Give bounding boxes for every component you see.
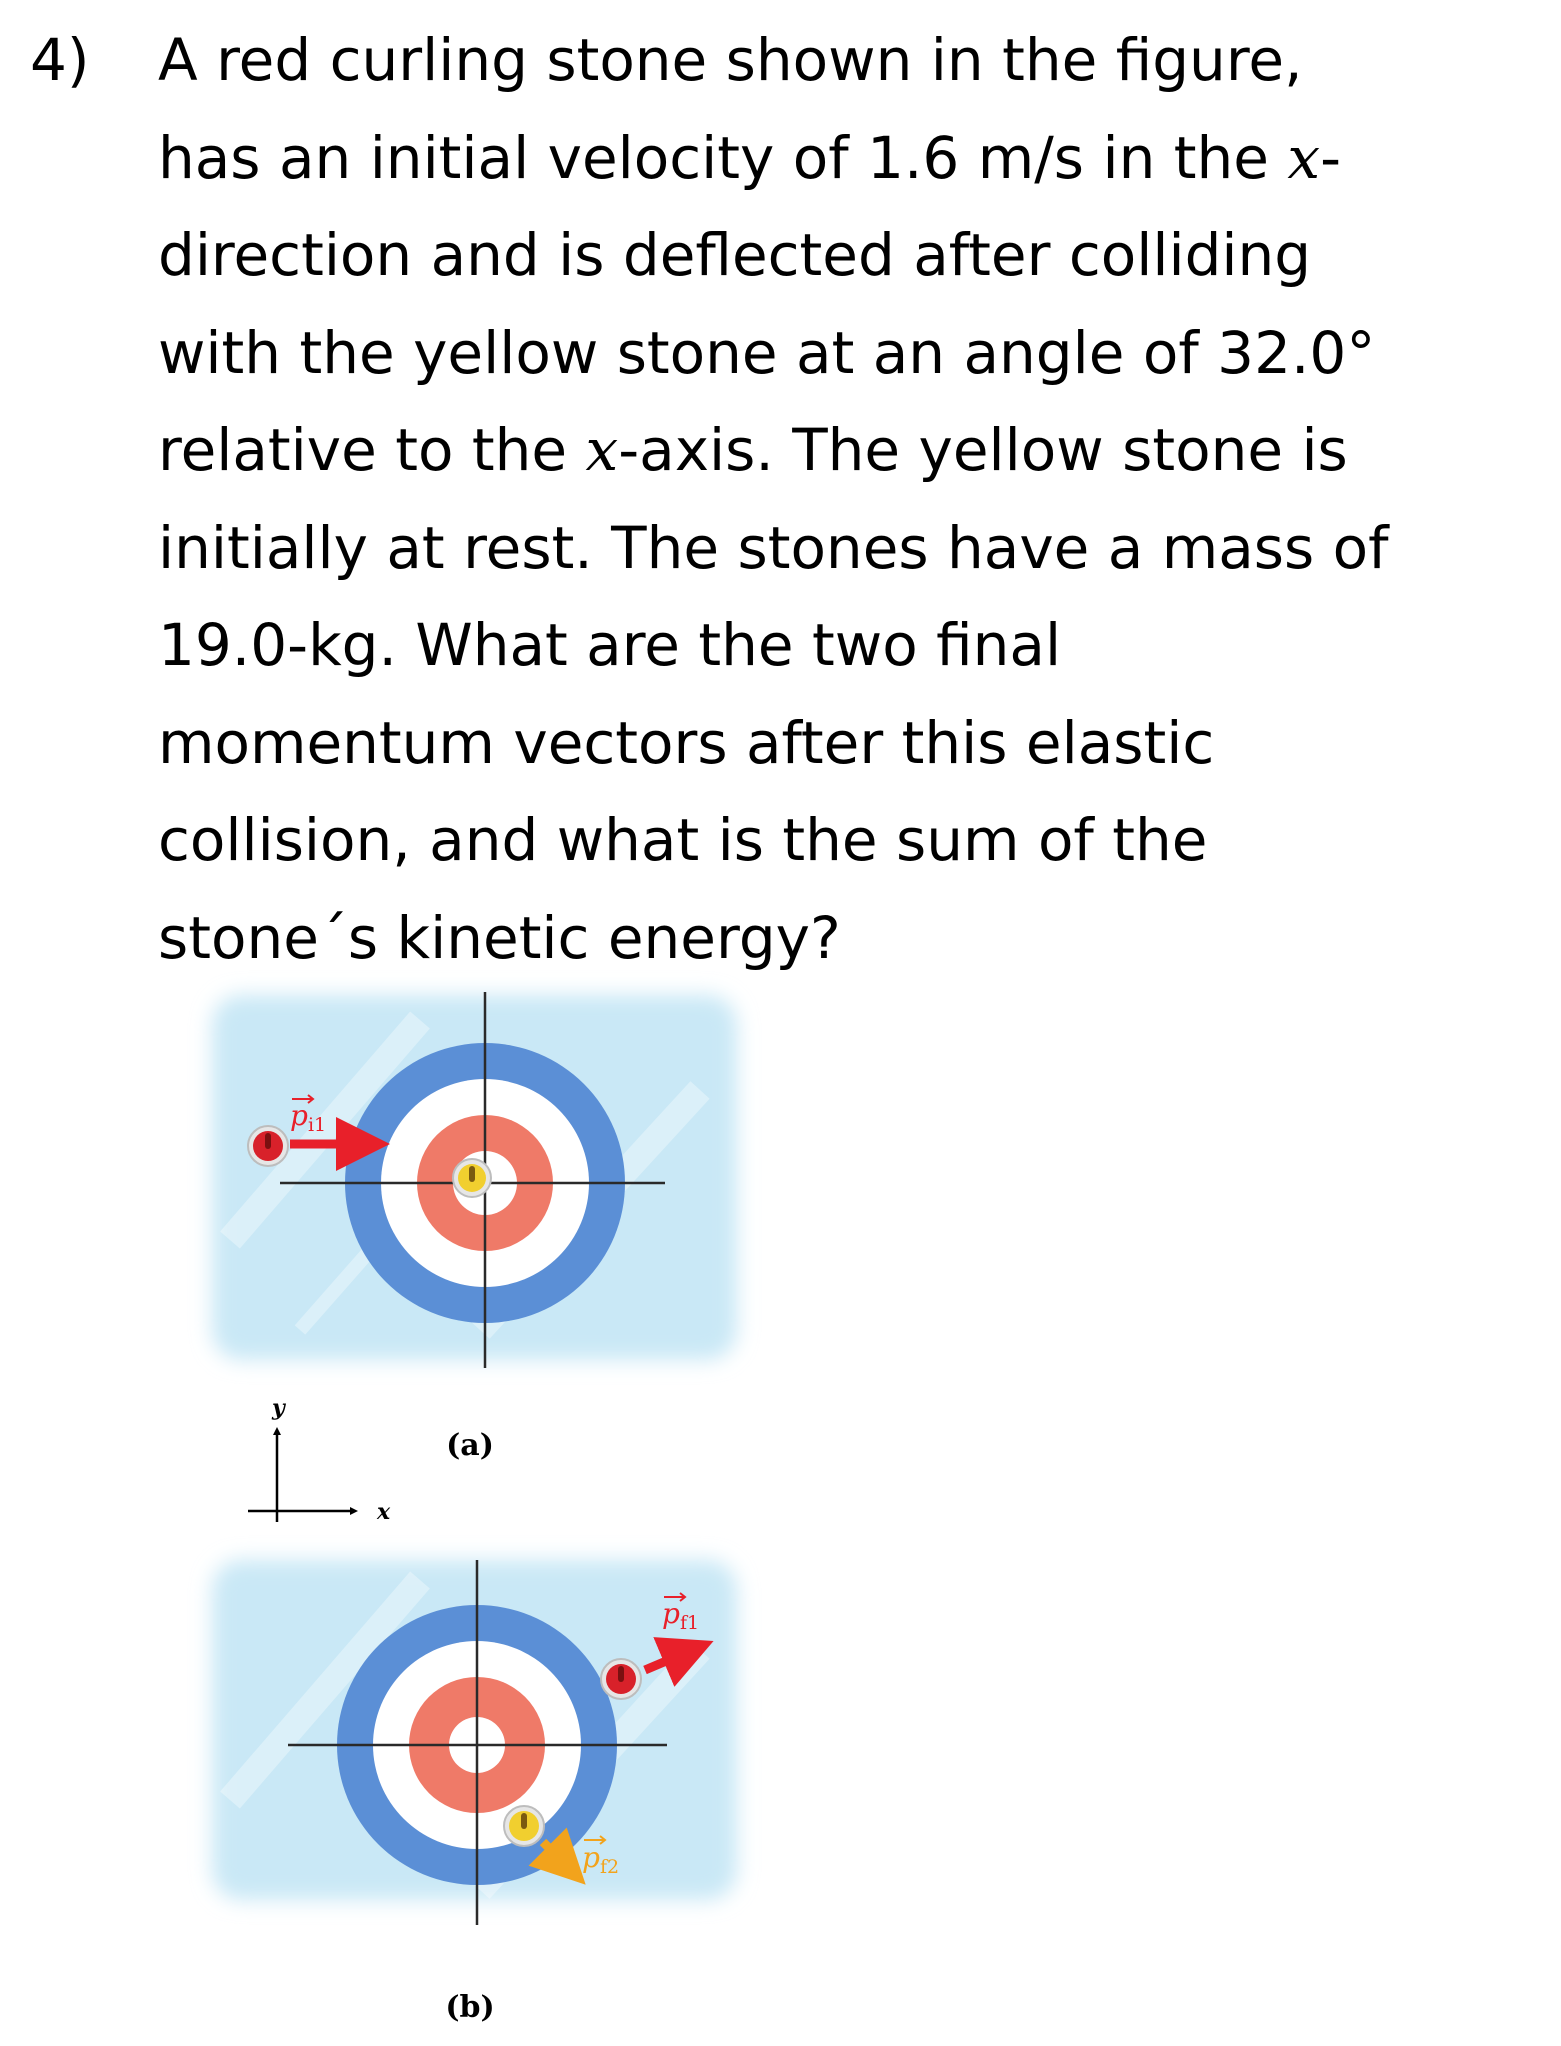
caption-b: (b) [445, 1990, 495, 2025]
panel-b [212, 1560, 737, 1925]
text-segment: direction and is deflected after colliding [158, 221, 1312, 289]
text-segment: initially at rest. The stones have a mass of [158, 513, 1389, 582]
red-stone-a [248, 1126, 288, 1166]
panel-a [212, 992, 737, 1368]
vector-label-pi1: $p_{i1}$ [290, 1099, 327, 1136]
text-segment: stone´s kinetic energy? [158, 903, 841, 972]
text-segment: relative to the [158, 416, 586, 484]
text-segment: collision, and what is the sum of the [158, 806, 1208, 874]
problem-number: 4) [30, 26, 90, 94]
text-segment: - [1320, 123, 1342, 192]
vector-label-pf2: $p_{f2}$ [582, 1841, 620, 1878]
caption-a: (a) [446, 1428, 494, 1463]
axes-indicator [248, 1395, 391, 1525]
text-segment: 19.0-kg. What are the two final [158, 611, 1062, 679]
y-axis-label: y [272, 1395, 285, 1421]
yellow-stone-b [504, 1806, 544, 1846]
yellow-stone-a [453, 1159, 491, 1197]
vector-label-pf1: $p_{f1}$ [662, 1597, 700, 1634]
text-segment: A red curling stone shown in the figure, [158, 26, 1303, 94]
text-segment: -axis. The yellow stone is [618, 416, 1348, 484]
text-segment: has an initial velocity of 1.6 m/s in the [158, 123, 1288, 192]
x-axis-label: x [377, 1499, 391, 1525]
red-stone-b [601, 1659, 641, 1699]
variable-x: x [585, 416, 619, 484]
text-segment: momentum vectors after this elastic [158, 708, 1215, 777]
variable-x: x [1287, 123, 1321, 192]
text-segment: with the yellow stone at an angle of 32.0° [158, 318, 1376, 387]
